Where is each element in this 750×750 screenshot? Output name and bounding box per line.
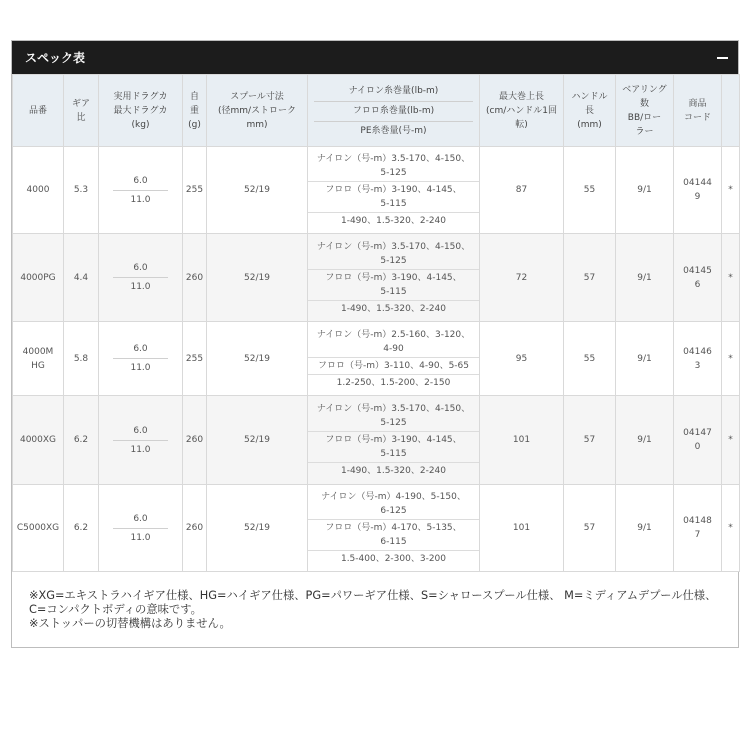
nylon-capacity-text: ナイロン（号-m）4-190、5-150、	[321, 492, 466, 502]
model-name-line: 4000	[26, 185, 50, 195]
spool-size: 52/19	[244, 523, 270, 533]
asterisk-mark: *	[728, 353, 733, 364]
header-drag	[99, 75, 183, 147]
pe-capacity-text: 1-490、1.5-320、2-240	[340, 303, 447, 314]
header-bearing-line: ベアリング	[622, 84, 667, 95]
cell-mark	[722, 234, 740, 322]
spec-table	[12, 74, 740, 572]
cell-handle	[564, 322, 616, 396]
fluoro-capacity-text: 6-115	[380, 537, 407, 547]
fluoro-capacity-text: 5-115	[380, 449, 407, 459]
drag-max: 11.0	[130, 532, 151, 543]
nylon-capacity	[308, 239, 479, 269]
header-code	[674, 75, 722, 147]
weight-value: 260	[185, 272, 204, 283]
asterisk-mark: *	[728, 435, 733, 445]
product-code-line: 04145	[683, 265, 712, 276]
weight-value: 255	[185, 353, 204, 364]
handle-length: 55	[583, 353, 596, 364]
header-spool-line: (径mm/ストローク	[217, 105, 297, 116]
header-model-label: 品番	[28, 105, 47, 116]
drag-max: 11.0	[130, 194, 151, 205]
nylon-capacity	[308, 327, 479, 357]
cell-bearing	[616, 322, 674, 396]
drag-max: 11.0	[130, 363, 151, 373]
cell-handle	[564, 147, 616, 234]
cell-line-capacity	[308, 322, 480, 396]
spool-size: 52/19	[244, 353, 270, 364]
cell-weight	[183, 147, 207, 234]
nylon-capacity-text: ナイロン（号-m）3.5-170、4-150、	[316, 404, 471, 414]
header-gear	[64, 75, 99, 147]
cell-code	[674, 322, 722, 396]
product-code-line: 04147	[683, 428, 712, 438]
cell-handle	[564, 396, 616, 485]
cell-gear	[64, 234, 99, 322]
header-mark	[722, 75, 740, 147]
retrieve-length: 101	[512, 523, 531, 533]
cell-gear	[64, 396, 99, 485]
handle-length: 57	[583, 435, 596, 445]
weight-value: 260	[185, 435, 204, 445]
nylon-capacity-text: 6-125	[380, 506, 407, 516]
cell-bearing	[616, 396, 674, 485]
cell-weight	[183, 485, 207, 572]
fluoro-capacity	[308, 181, 479, 212]
header-line-capacity-line: ナイロン糸巻量(lb-m)	[348, 85, 439, 96]
notes	[12, 572, 738, 631]
pe-capacity	[308, 212, 479, 229]
header-gear-line: ギア	[71, 98, 90, 109]
header-weight-line: 自	[189, 91, 199, 102]
cell-line-capacity	[308, 485, 480, 572]
nylon-capacity-text: 5-125	[380, 418, 407, 428]
fluoro-capacity-text: フロロ（号-m）4-170、5-135、	[325, 523, 462, 533]
cell-model	[13, 396, 64, 485]
retrieve-length: 95	[515, 353, 528, 364]
cell-code	[674, 396, 722, 485]
model-name-line: 4000M	[22, 346, 54, 357]
asterisk-mark: *	[728, 185, 733, 195]
table-body	[13, 147, 740, 572]
fluoro-capacity-text: フロロ（号-m）3-110、4-90、5-65	[317, 360, 470, 371]
retrieve-length: 72	[515, 272, 528, 283]
fluoro-capacity-text: フロロ（号-m）3-190、4-145、	[325, 272, 462, 283]
fluoro-capacity-text: 5-115	[380, 199, 407, 209]
drag-practical: 6.0	[113, 174, 168, 191]
table-row	[13, 322, 740, 396]
fluoro-capacity	[308, 357, 479, 374]
nylon-capacity-text: 5-125	[380, 168, 407, 178]
header-handle-line: (mm)	[577, 119, 602, 130]
gear-ratio: 6.2	[73, 523, 89, 533]
drag-practical: 6.0	[113, 512, 168, 529]
cell-mark	[722, 147, 740, 234]
header-drag-line: (kg)	[131, 119, 150, 130]
retrieve-length: 87	[515, 185, 528, 195]
nylon-capacity	[308, 489, 479, 519]
cell-retrieve	[480, 485, 564, 572]
cell-mark	[722, 322, 740, 396]
table-row	[13, 234, 740, 322]
pe-capacity-text: 1-490、1.5-320、2-240	[340, 216, 447, 226]
pe-capacity	[308, 300, 479, 317]
cell-mark	[722, 396, 740, 485]
header-drag-line: 実用ドラグカ	[113, 91, 168, 102]
fluoro-capacity-text: フロロ（号-m）3-190、4-145、	[325, 435, 462, 445]
cell-retrieve	[480, 234, 564, 322]
header-retrieve-line: 最大巻上長	[498, 91, 544, 102]
cell-line-capacity	[308, 234, 480, 322]
cell-code	[674, 234, 722, 322]
header-bearing-line: 数	[639, 98, 649, 109]
model-name-line: 4000XG	[19, 435, 57, 445]
header-retrieve	[480, 75, 564, 147]
header-gear-line: 比	[76, 112, 86, 123]
header-line-capacity-line: フロロ糸巻量(lb-m)	[314, 101, 473, 118]
cell-handle	[564, 234, 616, 322]
header-spool	[207, 75, 308, 147]
gear-ratio: 5.3	[73, 185, 89, 195]
header-line-capacity-line: PE糸巻量(号-m)	[314, 121, 473, 138]
asterisk-mark: *	[728, 272, 733, 283]
bearing-count: 9/1	[637, 435, 652, 445]
panel-header[interactable]	[12, 41, 738, 74]
cell-spool	[207, 234, 308, 322]
product-code-line: 9	[694, 192, 701, 202]
cell-gear	[64, 147, 99, 234]
nylon-capacity-text: ナイロン（号-m）3.5-170、4-150、	[316, 154, 471, 164]
table-row	[13, 485, 740, 572]
collapse-icon[interactable]	[716, 52, 728, 64]
header-bearing	[616, 75, 674, 147]
cell-retrieve	[480, 147, 564, 234]
table-row	[13, 396, 740, 485]
cell-code	[674, 147, 722, 234]
pe-capacity-text: 1.2-250、1.5-200、2-150	[336, 377, 451, 388]
model-name-line: HG	[31, 360, 45, 371]
model-name-line: 4000PG	[20, 272, 56, 283]
cell-line-capacity	[308, 147, 480, 234]
product-code-line: 7	[694, 530, 701, 540]
panel-title: スペック表	[25, 51, 86, 65]
spool-size: 52/19	[244, 272, 270, 283]
asterisk-mark: *	[728, 523, 733, 533]
cell-bearing	[616, 147, 674, 234]
header-spool-line: mm)	[246, 119, 268, 130]
drag-practical: 6.0	[113, 424, 168, 441]
cell-drag	[99, 485, 183, 572]
cell-spool	[207, 485, 308, 572]
header-model	[13, 75, 64, 147]
header-code-line: コード	[683, 112, 711, 123]
cell-drag	[99, 234, 183, 322]
handle-length: 57	[583, 523, 596, 533]
header-bearing-line: BB/ロー	[627, 112, 662, 123]
weight-value: 255	[185, 185, 204, 195]
pe-capacity-text: 1.5-400、2-300、3-200	[340, 554, 447, 564]
header-bearing-line: ラー	[635, 126, 654, 137]
product-code-line: 04146	[683, 346, 712, 357]
nylon-capacity	[308, 151, 479, 181]
cell-bearing	[616, 234, 674, 322]
fluoro-capacity	[308, 269, 479, 300]
fluoro-capacity	[308, 519, 479, 550]
header-retrieve-line: 転)	[515, 119, 528, 130]
weight-value: 260	[185, 523, 204, 533]
cell-spool	[207, 322, 308, 396]
cell-drag	[99, 396, 183, 485]
cell-spool	[207, 147, 308, 234]
cell-spool	[207, 396, 308, 485]
fluoro-capacity-text: 5-115	[380, 286, 407, 297]
bearing-count: 9/1	[637, 523, 652, 533]
gear-ratio: 6.2	[73, 435, 89, 445]
gear-ratio: 5.8	[73, 353, 89, 364]
gear-ratio: 4.4	[73, 272, 89, 283]
retrieve-length: 101	[512, 435, 531, 445]
cell-model	[13, 234, 64, 322]
bearing-count: 9/1	[637, 185, 652, 195]
product-code-line: 04148	[683, 516, 712, 526]
cell-retrieve	[480, 396, 564, 485]
cell-line-capacity	[308, 396, 480, 485]
cell-code	[674, 485, 722, 572]
product-code-line: 0	[694, 442, 701, 452]
cell-retrieve	[480, 322, 564, 396]
drag-practical: 6.0	[113, 261, 168, 278]
spec-panel	[11, 40, 739, 648]
nylon-capacity	[308, 401, 479, 431]
header-handle-line: 長	[584, 105, 594, 116]
header-handle-line: ハンドル	[571, 91, 608, 102]
header-handle	[564, 75, 616, 147]
header-weight-line: (g)	[188, 119, 201, 130]
pe-capacity-text: 1-490、1.5-320、2-240	[340, 466, 447, 476]
cell-mark	[722, 485, 740, 572]
cell-model	[13, 485, 64, 572]
pe-capacity	[308, 550, 479, 567]
cell-model	[13, 147, 64, 234]
nylon-capacity-text: 5-125	[380, 255, 407, 266]
drag-max: 11.0	[130, 282, 151, 292]
nylon-capacity-text: 4-90	[383, 343, 404, 354]
fluoro-capacity-text: フロロ（号-m）3-190、4-145、	[325, 185, 462, 195]
product-code-line: 6	[694, 279, 701, 290]
header-drag-line: 最大ドラグカ	[113, 105, 168, 116]
handle-length: 57	[583, 272, 596, 283]
pe-capacity	[308, 374, 479, 391]
cell-gear	[64, 322, 99, 396]
table-row	[13, 147, 740, 234]
note-suffix-meaning: ※XG=エキストラハイギア仕様、HG=ハイギア仕様、PG=パワーギア仕様、S=シャロースプール仕様、 M=ミディアムデプール仕様、C=コンパクトボディの意味です。	[29, 589, 717, 616]
handle-length: 55	[583, 185, 596, 195]
cell-drag	[99, 147, 183, 234]
product-code-line: 3	[694, 360, 701, 371]
spool-size: 52/19	[244, 435, 270, 445]
drag-practical: 6.0	[113, 342, 168, 359]
bearing-count: 9/1	[637, 353, 652, 364]
header-weight	[183, 75, 207, 147]
header-spool-line: スプール寸法	[230, 91, 284, 102]
cell-gear	[64, 485, 99, 572]
nylon-capacity-text: ナイロン（号-m）2.5-160、3-120、	[316, 329, 471, 340]
nylon-capacity-text: ナイロン（号-m）3.5-170、4-150、	[316, 241, 471, 252]
note-stopper: ※ストッパーの切替機構はありません。	[29, 617, 231, 630]
cell-weight	[183, 234, 207, 322]
cell-weight	[183, 396, 207, 485]
table-header-row	[13, 75, 740, 147]
pe-capacity	[308, 462, 479, 479]
drag-max: 11.0	[130, 444, 151, 455]
header-weight-line: 重	[189, 105, 199, 116]
header-retrieve-line: (cm/ハンドル1回	[486, 105, 557, 116]
product-code-line: 04144	[683, 178, 712, 188]
header-code-line: 商品	[688, 98, 707, 109]
header-line-capacity	[308, 75, 480, 147]
model-name-line: C5000XG	[16, 523, 60, 533]
bearing-count: 9/1	[637, 272, 652, 283]
cell-model	[13, 322, 64, 396]
cell-bearing	[616, 485, 674, 572]
cell-handle	[564, 485, 616, 572]
fluoro-capacity	[308, 431, 479, 462]
cell-weight	[183, 322, 207, 396]
spool-size: 52/19	[244, 185, 270, 195]
cell-drag	[99, 322, 183, 396]
